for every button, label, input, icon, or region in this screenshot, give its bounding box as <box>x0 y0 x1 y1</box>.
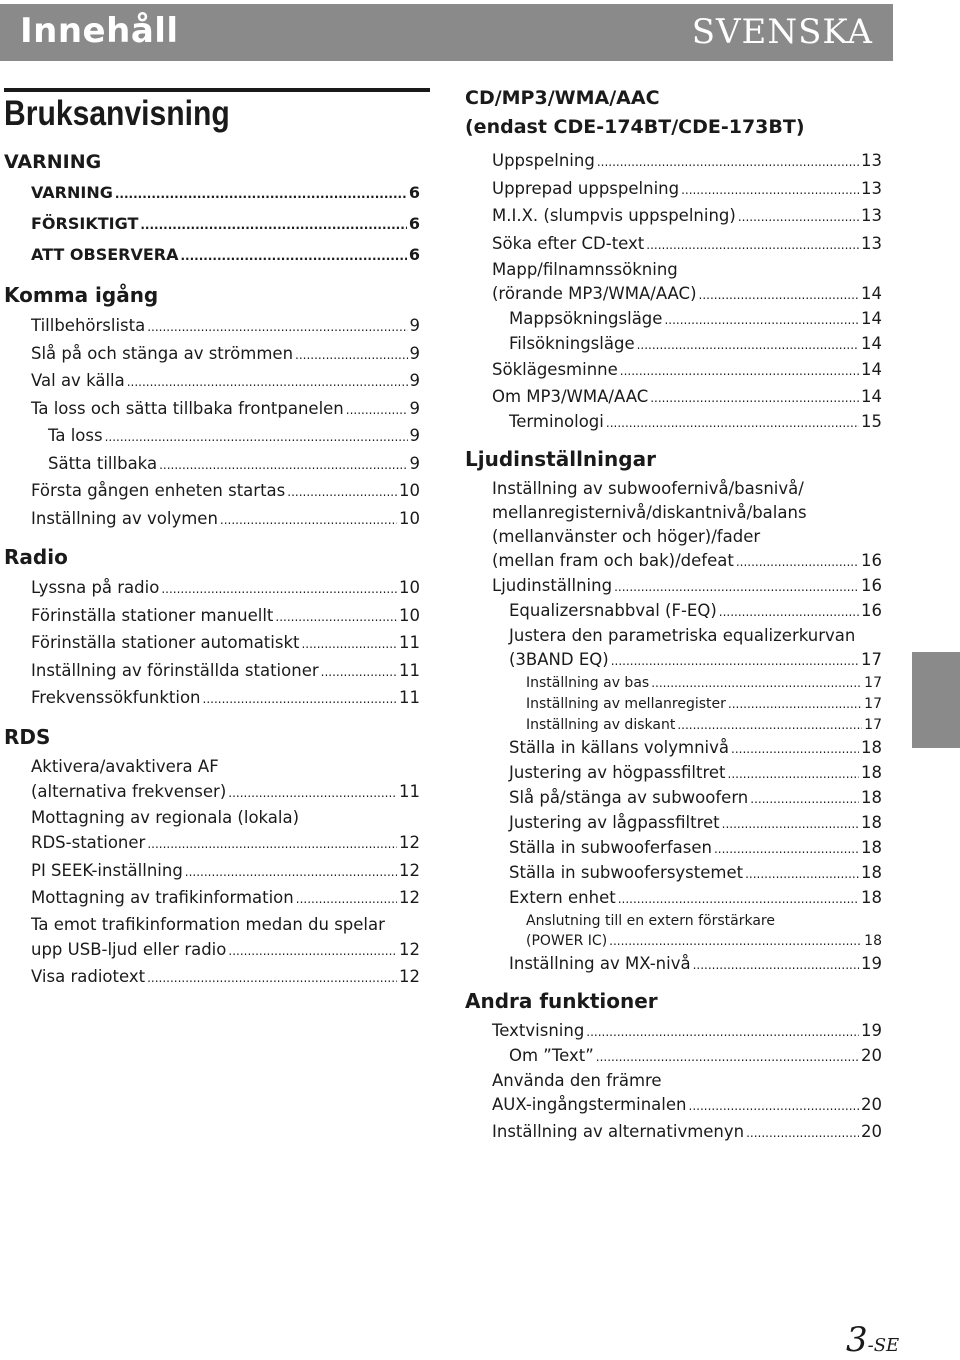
section-heading-cd-line1: CD/MP3/WMA/AAC <box>465 87 660 109</box>
toc-entry[interactable]: Inställning av bas ..... 17 <box>465 673 882 694</box>
section-andra <box>465 1019 882 1147</box>
toc-entry[interactable]: (mellan fram och bak)/defeat ..... 16 <box>465 549 882 574</box>
toc-entry[interactable]: Terminologi ..... 15 <box>465 410 882 435</box>
page-number: 3-SE <box>846 1320 900 1360</box>
section-heading-andra: Andra funktioner <box>465 988 658 1013</box>
section-cd <box>465 148 882 435</box>
section-heading-ljud: Ljudinställningar <box>465 446 656 471</box>
toc-entry[interactable]: Om MP3/WMA/AAC ..... 14 <box>465 385 882 410</box>
language-label: SVENSKA <box>691 12 873 52</box>
toc-entry[interactable]: Lyssna på radio ..... 10 <box>4 575 420 603</box>
toc-entry-line[interactable]: Anslutning till en extern förstärkare <box>526 912 775 929</box>
toc-entry[interactable]: Mottagning av trafikinformation ..... 12 <box>4 885 420 913</box>
toc-entry[interactable]: (POWER IC) ..... 18 <box>465 931 882 952</box>
toc-entry-line[interactable]: (mellanvänster och höger)/fader <box>492 526 761 546</box>
toc-entry[interactable]: Inställning av mellanregister ..... 17 <box>465 694 882 715</box>
toc-entry[interactable]: Inställning av MX-nivå ..... 19 <box>465 952 882 977</box>
toc-entry[interactable]: Inställning av förinställda stationer ..... 11 <box>4 658 420 686</box>
toc-entry[interactable]: Visa radiotext ..... 12 <box>4 964 420 992</box>
right-column <box>465 84 882 1157</box>
toc-entry[interactable]: upp USB-ljud eller radio ..... 12 <box>4 937 420 965</box>
toc-entry[interactable]: Val av källa ..... 9 <box>4 368 420 396</box>
toc-entry[interactable]: (3BAND EQ) ..... 17 <box>465 648 882 673</box>
toc-entry[interactable]: Förinställa stationer manuellt ..... 10 <box>4 603 420 631</box>
toc-entry[interactable]: Söklägesminne ..... 14 <box>465 357 882 385</box>
toc-entry[interactable]: Ställa in källans volymnivå ..... 18 <box>465 736 882 761</box>
toc-entry[interactable]: Om ”Text” ..... 20 <box>465 1044 882 1069</box>
toc-entry[interactable]: RDS-stationer ..... 12 <box>4 830 420 858</box>
section-radio <box>4 575 420 713</box>
document-title: Bruksanvisning <box>4 94 230 133</box>
toc-entry-line[interactable]: Använda den främre <box>492 1070 662 1090</box>
toc-entry[interactable]: Equalizersnabbval (F-EQ) ..... 16 <box>465 599 882 624</box>
page-number-suffix: -SE <box>867 1335 900 1356</box>
toc-entry[interactable]: Filsökningsläge ..... 14 <box>465 332 882 357</box>
title-rule <box>4 88 430 92</box>
toc-entry[interactable]: Tillbehörslista ..... 9 <box>4 313 420 341</box>
toc-entry-line[interactable]: Mapp/filnamnssökning <box>492 260 678 279</box>
section-ljud <box>465 477 882 977</box>
toc-entry[interactable]: Ta loss och sätta tillbaka frontpanelen ..... 9 <box>4 396 420 424</box>
section-komma <box>4 313 420 533</box>
toc-entry[interactable]: Frekvenssökfunktion ..... 11 <box>4 685 420 713</box>
toc-entry[interactable]: FÖRSIKTIGT ..... 6 <box>4 209 420 240</box>
toc-entry[interactable]: Justering av högpassfiltret ..... 18 <box>465 761 882 786</box>
toc-entry[interactable]: Justering av lågpassfiltret ..... 18 <box>465 811 882 836</box>
toc-entry[interactable]: Textvisning ..... 19 <box>465 1019 882 1044</box>
page-title: Innehåll <box>20 11 179 51</box>
toc-entry[interactable]: Extern enhet ..... 18 <box>465 886 882 911</box>
toc-entry[interactable]: Slå på och stänga av strömmen ..... 9 <box>4 341 420 369</box>
toc-entry[interactable]: Inställning av diskant ..... 17 <box>465 715 882 736</box>
section-thumb-tab <box>912 652 960 748</box>
toc-entry[interactable]: M.I.X. (slumpvis uppspelning) ..... 13 <box>465 203 882 231</box>
toc-entry[interactable]: Inställning av alternativmenyn ..... 20 <box>465 1118 882 1147</box>
toc-entry[interactable]: Upprepad uppspelning ..... 13 <box>465 176 882 204</box>
toc-entry[interactable]: Söka efter CD-text ..... 13 <box>465 231 882 259</box>
toc-entry[interactable]: Ta loss ..... 9 <box>4 423 420 451</box>
toc-entry[interactable]: (rörande MP3/WMA/AAC) ..... 14 <box>465 282 882 307</box>
toc-entry[interactable]: Ljudinställning ..... 16 <box>465 574 882 599</box>
toc-entry-line[interactable]: Ta emot trafikinformation medan du spelar <box>31 914 385 934</box>
section-heading-radio: Radio <box>4 545 68 569</box>
section-heading-rds: RDS <box>4 724 51 749</box>
page-header-bar <box>0 4 893 61</box>
toc-entry[interactable]: Inställning av volymen ..... 10 <box>4 506 420 534</box>
section-rds <box>4 755 420 992</box>
toc-entry[interactable]: Förinställa stationer automatiskt ..... 11 <box>4 630 420 658</box>
toc-entry[interactable]: (alternativa frekvenser) ..... 11 <box>4 779 420 807</box>
toc-entry-line[interactable]: Aktivera/avaktivera AF <box>31 756 219 776</box>
toc-entry[interactable]: ATT OBSERVERA ..... 6 <box>4 240 420 271</box>
toc-entry[interactable]: AUX-ingångsterminalen ..... 20 <box>465 1093 882 1118</box>
toc-entry[interactable]: Slå på/stänga av subwoofern ..... 18 <box>465 786 882 811</box>
toc-entry[interactable]: PI SEEK-inställning ..... 12 <box>4 858 420 886</box>
toc-entry-line[interactable]: Justera den parametriska equalizerkurvan <box>509 625 856 645</box>
section-heading-cd <box>465 84 882 142</box>
section-heading-komma: Komma igång <box>4 283 159 307</box>
section-heading-cd-line2: (endast CDE-174BT/CDE-173BT) <box>465 116 805 138</box>
toc-entry[interactable]: Sätta tillbaka ..... 9 <box>4 451 420 479</box>
toc-entry[interactable]: Ställa in subwoofersystemet ..... 18 <box>465 861 882 886</box>
left-column <box>4 150 420 1002</box>
toc-entry-line[interactable]: Mottagning av regionala (lokala) <box>31 808 300 827</box>
toc-entry[interactable]: Ställa in subwooferfasen ..... 18 <box>465 836 882 861</box>
toc-entry[interactable]: Uppspelning ..... 13 <box>465 148 882 176</box>
toc-entry[interactable]: Första gången enheten startas ..... 10 <box>4 478 420 506</box>
toc-entry[interactable]: VARNING ..... 6 <box>4 178 420 209</box>
toc-entry[interactable]: Mappsökningsläge ..... 14 <box>465 307 882 332</box>
section-varning <box>4 178 420 271</box>
toc-entry-line[interactable]: mellanregisternivå/diskantnivå/balans <box>492 502 807 522</box>
section-heading-varning: VARNING <box>4 151 102 173</box>
toc-entry-line[interactable]: Inställning av subwoofernivå/basnivå/ <box>492 478 804 498</box>
